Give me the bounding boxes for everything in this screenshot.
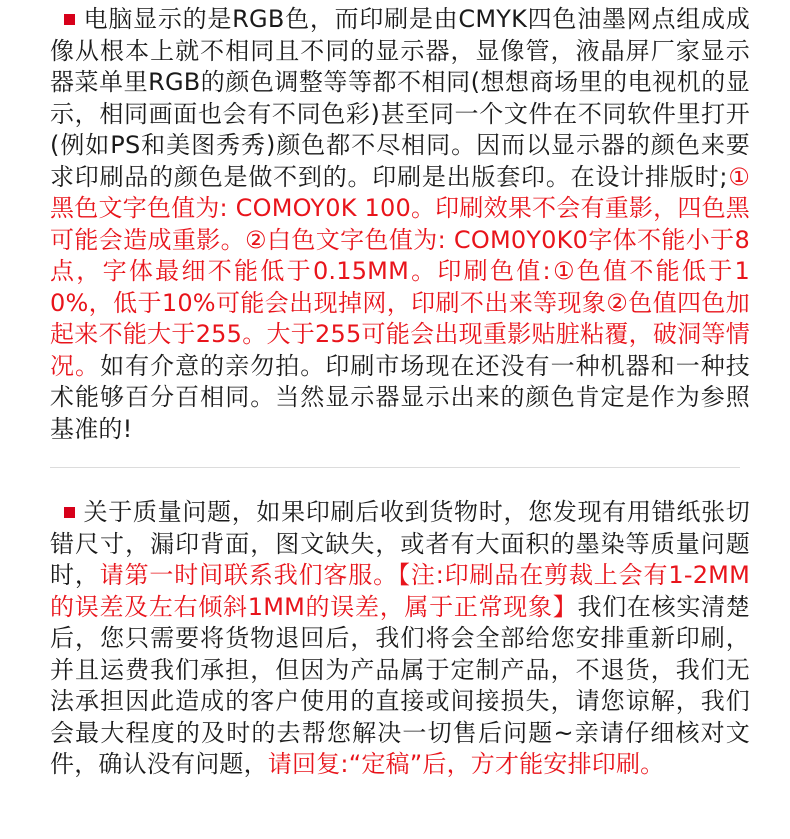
red-square-bullet-icon [64, 14, 75, 25]
color-value-requirements: ①黑色文字色值为: COMOY0K 100。印刷效果不会有重影，四色黑可能会造成重影。②白色文字色值为: COM0Y0K0字体不能小于8点，字体最细不能低于0.15MM。印刷色值:①色值不能低于10%，低于10%可能会出现掉网，印刷不出来等现象②色值四色加起来不能大于255。大于255可能会出现重影贴脏粘覆，破洞等情况。 [50, 162, 750, 380]
contact-service-note: 请第一时间联系我们客服。【注:印刷品在剪裁上会有1-2MM的误差及左右倾斜1MM的误差，属于正常现象】 [50, 561, 750, 621]
color-notice-text: 电脑显示的是RGB色，而印刷是由CMYK四色油墨网点组成成像从根本上就不相同且不同的显示器，显像管，液晶屏厂家显示器菜单里RGB的颜色调整等等都不相同(想想商场里的电视机的显示，相同画面也会有不同色彩)甚至同一个文件在不同软件里打开(例如PS和美图秀秀)颜色都不尽相同。因而以显示器的颜色来要求印刷品的颜色是做不到的。印刷是出版套印。在设计排版时; [50, 5, 750, 191]
quality-notice-intro: 关于质量问题，如果印刷后收到货物时，您发现有用错纸张切错尺寸，漏印背面，图文缺失，或者有大面积的墨染等质量问题时， [50, 498, 750, 589]
quality-notice-body: 我们在核实清楚后，您只需要将货物退回后，我们将会全部给您安排重新印刷，并且运费我们承担，但因为产品属于定制产品，不退货，我们无法承担因此造成的客户使用的直接或间接损失，请您谅解，我们会最大程度的及时的去帮您解决一切售后问题~亲请仔细核对文件，确认没有问题， [50, 592, 750, 778]
color-notice-closing: 如有介意的亲勿拍。印刷市场现在还没有一种机器和一种技术能够百分百相同。当然显示器显示出来的颜色肯定是作为参照基准的! [50, 351, 750, 443]
confirm-proof-note: 请回复:“定稿”后，方才能安排印刷。 [267, 750, 665, 778]
section-divider [50, 467, 740, 468]
red-square-bullet-icon [64, 507, 75, 518]
color-notice-paragraph [50, 4, 750, 445]
quality-notice-paragraph [50, 497, 750, 781]
